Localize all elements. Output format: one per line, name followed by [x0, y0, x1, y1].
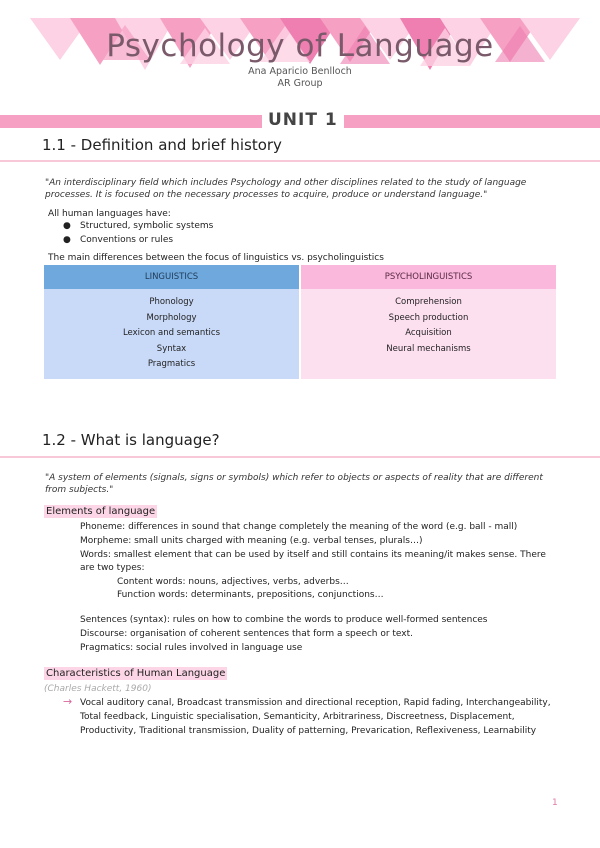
table-cell: Neural mechanisms: [386, 343, 471, 354]
bullet-icon: ●: [63, 235, 71, 245]
function-words-text: Function words: determinants, prepositions, conjunctions…: [117, 590, 384, 600]
psycholinguistics-items: [301, 289, 556, 379]
elements-subheading: Elements of language: [46, 506, 156, 517]
characteristics-subheading: Characteristics of Human Language: [46, 668, 226, 679]
page-number: 1: [552, 798, 558, 808]
table-cell: Lexicon and semantics: [122, 328, 221, 338]
psycholinguistics-column: [301, 265, 556, 379]
comparison-table: [44, 265, 556, 379]
document-title: Psychology of Language: [106, 28, 494, 64]
linguistics-items: [44, 289, 299, 379]
morpheme-text: Morpheme: small units charged with meaning (e.g. verbal tenses, plurals…): [80, 536, 423, 546]
table-cell: Morphology: [146, 312, 197, 323]
discourse-text: Discourse: organisation of coherent sentences that form a speech or text.: [80, 629, 414, 639]
list-item: Structured, symbolic systems: [80, 221, 214, 231]
table-cell: Syntax: [156, 343, 187, 354]
all-have-text: All human languages have:: [48, 209, 171, 219]
table-cell: Phonology: [149, 297, 194, 307]
words-text-cont: are two types:: [80, 563, 145, 573]
psycholinguistics-header: PSYCHOLINGUISTICS: [301, 265, 556, 289]
table-cell: Comprehension: [395, 297, 462, 307]
definition-quote: "An interdisciplinary field which includes Psychology and other disciplines related to the study of language processes. It is focused on the necessary processes to acquire, produce or understand language.": [45, 178, 527, 200]
group-name: AR Group: [277, 78, 323, 89]
differences-intro: The main differences between the focus of linguistics vs. psycholinguistics: [48, 253, 384, 263]
pragmatics-text: Pragmatics: social rules involved in language use: [80, 643, 303, 653]
linguistics-header: LINGUISTICS: [44, 265, 299, 289]
citation-text: (Charles Hackett, 1960): [44, 684, 152, 694]
section-heading-1-1: 1.1 - Definition and brief history: [42, 136, 282, 154]
language-quote: "A system of elements (signals, signs or symbols) which refer to objects or aspects of reality that are different from subjects.": [45, 473, 543, 495]
list-item: Conventions or rules: [80, 235, 174, 245]
sentences-text: Sentences (syntax): rules on how to combine the words to produce well-formed sentences: [80, 615, 488, 625]
linguistics-column: [44, 265, 299, 379]
section-heading-1-2: 1.2 - What is language?: [42, 431, 220, 449]
author-name: Ana Aparicio Benlloch: [248, 66, 352, 77]
section-divider: [0, 456, 600, 458]
words-text: Words: smallest element that can be used by itself and still contains its meaning/it makes sense. There: [80, 550, 546, 560]
phoneme-text: Phoneme: differences in sound that change completely the meaning of the word (e.g. ball - mall): [80, 522, 518, 532]
characteristics-line: Total feedback, Linguistic specialisation, Semanticity, Arbitrariness, Discreetness, Displacement,: [80, 712, 515, 722]
table-cell: Acquisition: [405, 328, 452, 338]
characteristics-line: Productivity, Traditional transmission, Duality of patterning, Prevarication, Reflexiveness, Learnability: [80, 726, 537, 736]
bullet-icon: ●: [63, 221, 71, 231]
table-cell: Speech production: [388, 312, 469, 323]
arrow-right-icon: →: [63, 695, 73, 708]
characteristics-line: Vocal auditory canal, Broadcast transmission and directional reception, Rapid fading, Interchangeability,: [80, 698, 551, 708]
content-words-text: Content words: nouns, adjectives, verbs, adverbs…: [117, 577, 349, 587]
section-divider: [0, 160, 600, 162]
unit-label: UNIT 1: [262, 110, 344, 130]
table-cell: Pragmatics: [147, 359, 196, 369]
